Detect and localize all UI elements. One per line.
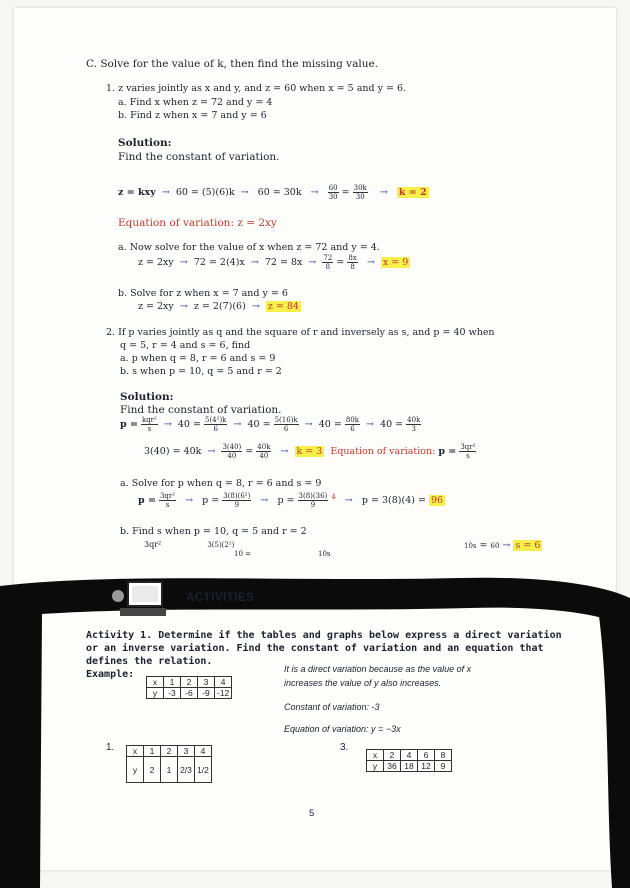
table-cell: 2 <box>384 750 401 761</box>
table-cell: x <box>127 746 144 757</box>
item1-table <box>126 745 212 783</box>
fraction: $\frac{72}{8}$ <box>323 254 333 271</box>
arrow-icon: → <box>179 495 200 506</box>
p2-constant-row2: 3(40) = 40k → $\frac{3(40)}{40}$ = $\frac{40k}{40}$ → k = 3 Equation of variation: p = $\frac{\text{3qr²}}{s}$ <box>144 443 476 460</box>
table-cell: 2/3 <box>178 757 195 783</box>
arrow-icon: → <box>502 540 511 551</box>
pa-result-eq: p = 3(8)(4) = <box>361 495 426 506</box>
worksheet-page <box>14 8 616 870</box>
find-constant-1: Find the constant of variation. <box>118 151 280 163</box>
part-a-result: x = 9 <box>382 257 409 268</box>
pb-f1-num: 3qr² <box>144 540 162 549</box>
table-cell: 4 <box>401 750 418 761</box>
arrow-icon: → <box>237 187 255 198</box>
fraction: $\frac{3(40)}{40}$ <box>222 443 242 460</box>
problem-1a: a. Find x when z = 72 and y = 4 <box>118 97 273 108</box>
arrow-icon: → <box>204 446 219 457</box>
fraction: $\frac{40k}{40}$ <box>257 443 271 460</box>
problem-2-line2: q = 5, r = 4 and s = 6, find <box>120 340 251 351</box>
p1-part-b-work <box>138 301 301 312</box>
pa-p2: p = <box>202 495 220 506</box>
part-b-result: z = 84 <box>267 301 299 312</box>
table-cell: 4 <box>215 677 232 688</box>
part-a-eq3: 72 = 8x <box>264 257 303 268</box>
table-cell: -6 <box>181 688 198 699</box>
arrow-icon: → <box>254 495 275 506</box>
part-a-eq2: 72 = 2(4)x <box>193 257 245 268</box>
example-label: Example: <box>86 669 135 680</box>
table-cell: 8 <box>435 750 452 761</box>
table-row <box>367 761 452 772</box>
pb-eq-b: 10s <box>318 550 331 558</box>
activity1-line3: defines the relation. <box>86 656 213 667</box>
arrow-icon: → <box>160 419 175 430</box>
arrow-icon: → <box>338 495 359 506</box>
table-row <box>147 688 232 699</box>
p1-eq-left: z = kxy <box>118 187 156 198</box>
p2-part-b-result: 10s = 60 → s = 6 <box>464 540 541 551</box>
fraction: $\frac{8x}{8}$ <box>348 254 357 271</box>
table-cell: 2 <box>181 677 198 688</box>
arrow-icon: → <box>176 301 191 312</box>
table-cell: 12 <box>418 761 435 772</box>
table-cell: 3 <box>198 677 215 688</box>
arrow-icon: → <box>176 257 191 268</box>
arrow-icon: → <box>274 446 292 457</box>
pb-f5: 60 <box>490 542 500 550</box>
pb-f2-num: 3(5)(2²) <box>207 541 235 549</box>
p2-k-result: k = 3 <box>296 446 323 457</box>
table-cell: 6 <box>418 750 435 761</box>
p2-eq-variation-label: Equation of variation: <box>330 446 436 457</box>
activity1-line2: or an inverse variation. Find the constant of variation and an equation that <box>86 643 544 654</box>
table-cell: 1 <box>144 746 161 757</box>
pa-note: 4 <box>331 492 336 501</box>
table-cell: y <box>147 688 164 699</box>
table-row <box>127 757 212 783</box>
table-cell: 1 <box>164 677 181 688</box>
table-cell: x <box>147 677 164 688</box>
p1-equation-of-variation: Equation of variation: z = 2xy <box>118 217 277 229</box>
fraction: $\frac{\text{3qr²}}{s}$ <box>460 443 476 460</box>
table-cell: -9 <box>198 688 215 699</box>
p2-part-a: a. Solve for p when q = 8, r = 6 and s = 9 <box>120 478 322 489</box>
activities-title: ACTIVITIES <box>186 592 255 604</box>
section-heading: C. Solve for the value of k, then find the missing value. <box>86 58 379 70</box>
arrow-icon: → <box>158 187 173 198</box>
p-eq: p = <box>120 419 138 430</box>
activity1-line1: Activity 1. Determine if the tables and graphs below express a direct variation <box>86 630 562 641</box>
p1-k-result: k = 2 <box>398 187 427 198</box>
problem-2-line1: 2. If p varies jointly as q and the square of r and inversely as s, and p = 40 when <box>106 327 495 338</box>
fraction: $\frac{\text{5(4²)k}}{6}$ <box>205 416 227 433</box>
pa-result: 96 <box>430 495 444 506</box>
fraction: $\frac{80k}{6}$ <box>345 416 359 433</box>
table-row <box>147 677 232 688</box>
p1-eq-simpl: 60 = 30k <box>257 187 302 198</box>
table-cell: y <box>367 761 384 772</box>
arrow-icon: → <box>305 257 320 268</box>
p2-constant-row1 <box>120 416 421 433</box>
explain-line1: It is a direct variation because as the value of x <box>284 664 472 674</box>
problem-2b: b. s when p = 10, q = 5 and r = 2 <box>120 366 282 377</box>
table-cell: 1/2 <box>195 757 212 783</box>
item3-table <box>366 749 452 772</box>
arrow-icon: → <box>363 419 378 430</box>
problem-1b: b. Find z when x = 7 and y = 6 <box>118 110 267 121</box>
eq-lhs: 40 = <box>380 419 404 430</box>
arrow-icon: → <box>230 419 245 430</box>
arrow-icon: → <box>248 301 263 312</box>
solution-label-2: Solution: <box>120 391 174 403</box>
arrow-icon: → <box>360 257 378 268</box>
constant-of-variation: Constant of variation: -3 <box>284 702 380 712</box>
pb-eq-a: 10 = <box>234 550 251 558</box>
p1-eq-row: z = kxy → 60 = (5)(6)k → 60 = 30k → $\frac{60}{30}$ = $\frac{30k}{30}$ → k = 2 <box>118 184 427 201</box>
table-cell: 2 <box>161 746 178 757</box>
fraction: $\frac{\text{kqr²}}{s}$ <box>141 416 157 433</box>
item1-label: 1. <box>106 742 115 753</box>
table-row <box>127 746 212 757</box>
fraction: $\frac{\text{3(8)(6²)}}{9}$ <box>223 492 251 509</box>
explain-line2: increases the value of y also increases. <box>284 678 442 688</box>
eq-lhs: 40 = <box>177 419 201 430</box>
p1-eq-sub: 60 = (5)(6)k <box>175 187 235 198</box>
p2-part-b: b. Find s when p = 10, q = 5 and r = 2 <box>120 526 307 537</box>
part-b-eq1: z = 2xy <box>138 301 174 312</box>
eqv-p: p = <box>438 446 457 457</box>
table-cell: 9 <box>435 761 452 772</box>
table-cell: 1 <box>161 757 178 783</box>
arrow-icon: → <box>301 419 316 430</box>
pa-p1: p = <box>138 495 156 506</box>
fraction: $\frac{60}{30}$ <box>328 184 338 201</box>
solution-label-1: Solution: <box>118 137 172 149</box>
eq-lhs: 40 = <box>247 419 271 430</box>
table-cell: 4 <box>195 746 212 757</box>
computer-icon <box>110 574 172 622</box>
fraction: $\frac{\text{3qr²}}{s}$ <box>159 492 176 509</box>
table-cell: -12 <box>215 688 232 699</box>
arrow-icon: → <box>304 187 325 198</box>
arrow-icon: → <box>370 187 394 198</box>
eq-lhs: 40 = <box>318 419 342 430</box>
row2-eq: 3(40) = 40k <box>144 446 202 457</box>
part-b-eq2: z = 2(7)(6) <box>193 301 246 312</box>
table-cell: y <box>127 757 144 783</box>
table-cell: 18 <box>401 761 418 772</box>
fraction: $\frac{3(8)(36)}{9}$ <box>298 492 328 509</box>
page-number: 5 <box>309 808 315 819</box>
fraction: $\frac{30k}{30}$ <box>353 184 367 201</box>
find-constant-2: Find the constant of variation. <box>120 404 282 416</box>
pa-p3: p = <box>277 495 295 506</box>
part-a-eq1: z = 2xy <box>138 257 174 268</box>
fraction: $\frac{5(16)k}{6}$ <box>274 416 298 433</box>
p1-part-b: b. Solve for z when x = 7 and y = 6 <box>118 288 288 299</box>
marker-outline <box>0 548 630 888</box>
table-cell: 2 <box>144 757 161 783</box>
example-table <box>146 676 232 699</box>
table-cell: -3 <box>164 688 181 699</box>
pb-f4: 10s <box>464 542 477 550</box>
p1-part-a: a. Now solve for the value of x when z = 72 and y = 4. <box>118 242 380 253</box>
table-cell: 3 <box>178 746 195 757</box>
equation-of-variation: Equation of variation: y = −3x <box>284 724 401 734</box>
marker-right-edge <box>598 598 630 888</box>
problem-1-statement: 1. z varies jointly as x and y, and z = 60 when x = 5 and y = 6. <box>106 83 407 94</box>
table-cell: 36 <box>384 761 401 772</box>
item3-label: 3. <box>340 742 349 753</box>
p2-part-a-work <box>138 492 445 509</box>
pb-result: s = 6 <box>515 540 541 551</box>
fraction: $\frac{40k}{3}$ <box>407 416 421 433</box>
table-row <box>367 750 452 761</box>
p1-part-a-work: z = 2xy → 72 = 2(4)x → 72 = 8x → $\frac{72}{8}$ = $\frac{8x}{8}$ → x = 9 <box>138 254 409 271</box>
table-cell: x <box>367 750 384 761</box>
arrow-icon: → <box>247 257 262 268</box>
problem-2a: a. p when q = 8, r = 6 and s = 9 <box>120 353 276 364</box>
